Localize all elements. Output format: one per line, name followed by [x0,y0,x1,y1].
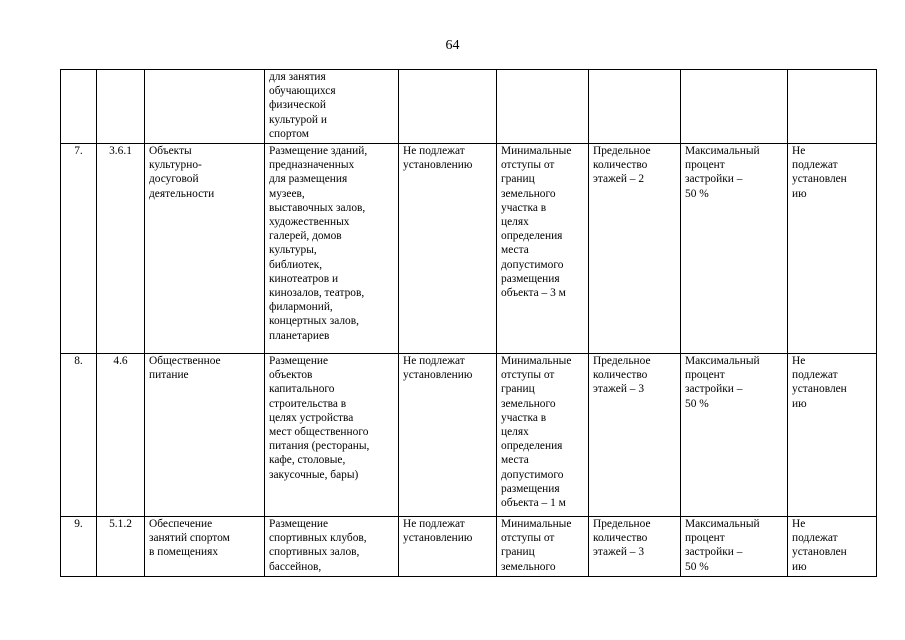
floors-cell: Предельное количество этажей – 3 [589,354,681,517]
other-params-cell [788,70,877,144]
use-description-cell: Размещение зданий, предназначенных для размещения музеев, выставочных залов, художественных галерей, домов культуры, библиотек, кинотеатров и кинозалов, театров, филармоний, концертных залов, планетариев [265,144,399,354]
table-row [61,144,877,354]
setbacks-cell: Минимальные отступы от границ земельного [497,517,589,577]
use-name-cell: Обеспечение занятий спортом в помещениях [145,517,265,577]
area-limits-cell [399,70,497,144]
use-name-cell: Объекты культурно- досуговой деятельности [145,144,265,354]
floors-cell [589,70,681,144]
use-description-cell: для занятия обучающихся физической культурой и спортом [265,70,399,144]
use-description-cell: Размещение объектов капитального строительства в целях устройства мест общественного питания (рестораны, кафе, столовые, закусочные, бары) [265,354,399,517]
code-cell: 3.6.1 [97,144,145,354]
floors-cell: Предельное количество этажей – 3 [589,517,681,577]
use-name-cell: Общественное питание [145,354,265,517]
other-params-cell: Не подлежат установлен ию [788,517,877,577]
coverage-cell: Максимальный процент застройки – 50 % [681,517,788,577]
coverage-cell: Максимальный процент застройки – 50 % [681,144,788,354]
area-limits-cell: Не подлежат установлению [399,144,497,354]
row-number-cell [61,70,97,144]
setbacks-cell: Минимальные отступы от границ земельного участка в целях определения места допустимого размещения объекта – 3 м [497,144,589,354]
code-cell [97,70,145,144]
area-limits-cell: Не подлежат установлению [399,517,497,577]
table-row-continuation [61,70,877,144]
zoning-table [60,69,877,577]
setbacks-cell [497,70,589,144]
use-name-cell [145,70,265,144]
table-row [61,517,877,577]
coverage-cell: Максимальный процент застройки – 50 % [681,354,788,517]
area-limits-cell: Не подлежат установлению [399,354,497,517]
table-row [61,354,877,517]
code-cell: 5.1.2 [97,517,145,577]
page-number: 64 [445,38,460,53]
coverage-cell [681,70,788,144]
other-params-cell: Не подлежат установлен ию [788,144,877,354]
row-number-cell: 7. [61,144,97,354]
other-params-cell: Не подлежат установлен ию [788,354,877,517]
setbacks-cell: Минимальные отступы от границ земельного участка в целях определения места допустимого размещения объекта – 1 м [497,354,589,517]
use-description-cell: Размещение спортивных клубов, спортивных залов, бассейнов, [265,517,399,577]
code-cell: 4.6 [97,354,145,517]
row-number-cell: 8. [61,354,97,517]
floors-cell: Предельное количество этажей – 2 [589,144,681,354]
row-number-cell: 9. [61,517,97,577]
